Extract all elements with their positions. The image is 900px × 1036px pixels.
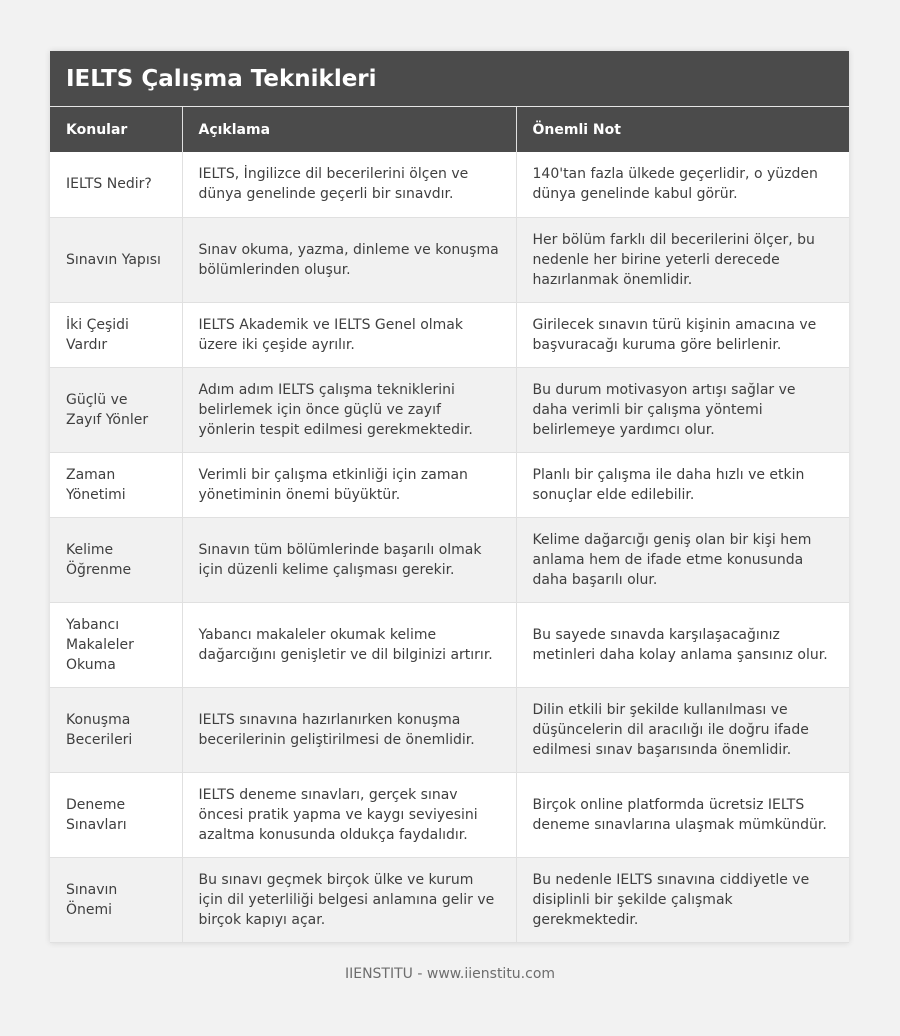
column-header-topics: Konular — [50, 107, 182, 152]
cell-note: Bu nedenle IELTS sınavına ciddiyetle ve disiplinli bir şekilde çalışmak gerekmektedir. — [516, 857, 849, 942]
table-row — [50, 367, 849, 452]
header-row — [50, 107, 849, 152]
column-header-description: Açıklama — [182, 107, 516, 152]
column-header-note: Önemli Not — [516, 107, 849, 152]
cell-topic: Sınavın Yapısı — [50, 217, 182, 302]
cell-description: IELTS deneme sınavları, gerçek sınav öncesi pratik yapma ve kaygı seviyesini azaltma konusunda oldukça faydalıdır. — [182, 772, 516, 857]
cell-note: Bu sayede sınavda karşılaşacağınız metinleri daha kolay anlama şansınız olur. — [516, 602, 849, 687]
cell-topic: Deneme Sınavları — [50, 772, 182, 857]
cell-note: Bu durum motivasyon artışı sağlar ve daha verimli bir çalışma yöntemi belirlemeye yardımcı olur. — [516, 367, 849, 452]
table-row — [50, 602, 849, 687]
cell-topic: IELTS Nedir? — [50, 152, 182, 217]
cell-note: Birçok online platformda ücretsiz IELTS deneme sınavlarına ulaşmak mümkündür. — [516, 772, 849, 857]
cell-note: Her bölüm farklı dil becerilerini ölçer, bu nedenle her birine yeterli derecede hazırlanmak önemlidir. — [516, 217, 849, 302]
cell-note: Girilecek sınavın türü kişinin amacına ve başvuracağı kuruma göre belirlenir. — [516, 302, 849, 367]
cell-description: IELTS Akademik ve IELTS Genel olmak üzere iki çeşide ayrılır. — [182, 302, 516, 367]
cell-note: Kelime dağarcığı geniş olan bir kişi hem anlama hem de ifade etme konusunda daha başarılı olur. — [516, 517, 849, 602]
cell-topic: Güçlü ve Zayıf Yönler — [50, 367, 182, 452]
cell-description: Sınav okuma, yazma, dinleme ve konuşma bölümlerinden oluşur. — [182, 217, 516, 302]
cell-topic: Yabancı Makaleler Okuma — [50, 602, 182, 687]
cell-note: 140'tan fazla ülkede geçerlidir, o yüzden dünya genelinde kabul görür. — [516, 152, 849, 217]
cell-description: Adım adım IELTS çalışma tekniklerini belirlemek için önce güçlü ve zayıf yönlerin tespit edilmesi gerekmektedir. — [182, 367, 516, 452]
cell-topic: Konuşma Becerileri — [50, 687, 182, 772]
cell-description: Sınavın tüm bölümlerinde başarılı olmak için düzenli kelime çalışması gerekir. — [182, 517, 516, 602]
table-row — [50, 452, 849, 517]
table-row — [50, 772, 849, 857]
cell-description: Yabancı makaleler okumak kelime dağarcığını genişletir ve dil bilginizi artırır. — [182, 602, 516, 687]
cell-note: Dilin etkili bir şekilde kullanılması ve düşüncelerin dil aracılığı ile doğru ifade edilmesi sınav başarısında önemlidir. — [516, 687, 849, 772]
cell-description: Bu sınavı geçmek birçok ülke ve kurum için dil yeterliliği belgesi anlamına gelir ve birçok kapıyı açar. — [182, 857, 516, 942]
table-row — [50, 217, 849, 302]
table-row — [50, 857, 849, 942]
cell-description: IELTS, İngilizce dil becerilerini ölçen ve dünya genelinde geçerli bir sınavdır. — [182, 152, 516, 217]
table-row — [50, 687, 849, 772]
cell-description: Verimli bir çalışma etkinliği için zaman yönetiminin önemi büyüktür. — [182, 452, 516, 517]
cell-topic: Kelime Öğrenme — [50, 517, 182, 602]
cell-description: IELTS sınavına hazırlanırken konuşma becerilerinin geliştirilmesi de önemlidir. — [182, 687, 516, 772]
cell-topic: İki Çeşidi Vardır — [50, 302, 182, 367]
table-row — [50, 517, 849, 602]
footer-credit: IIENSTITU - www.iienstitu.com — [344, 966, 556, 982]
table-card — [50, 51, 849, 943]
cell-note: Planlı bir çalışma ile daha hızlı ve etkin sonuçlar elde edilebilir. — [516, 452, 849, 517]
techniques-table — [50, 107, 849, 943]
table-row — [50, 152, 849, 217]
cell-topic: Zaman Yönetimi — [50, 452, 182, 517]
cell-topic: Sınavın Önemi — [50, 857, 182, 942]
table-row — [50, 302, 849, 367]
table-title: IELTS Çalışma Teknikleri — [50, 51, 849, 107]
